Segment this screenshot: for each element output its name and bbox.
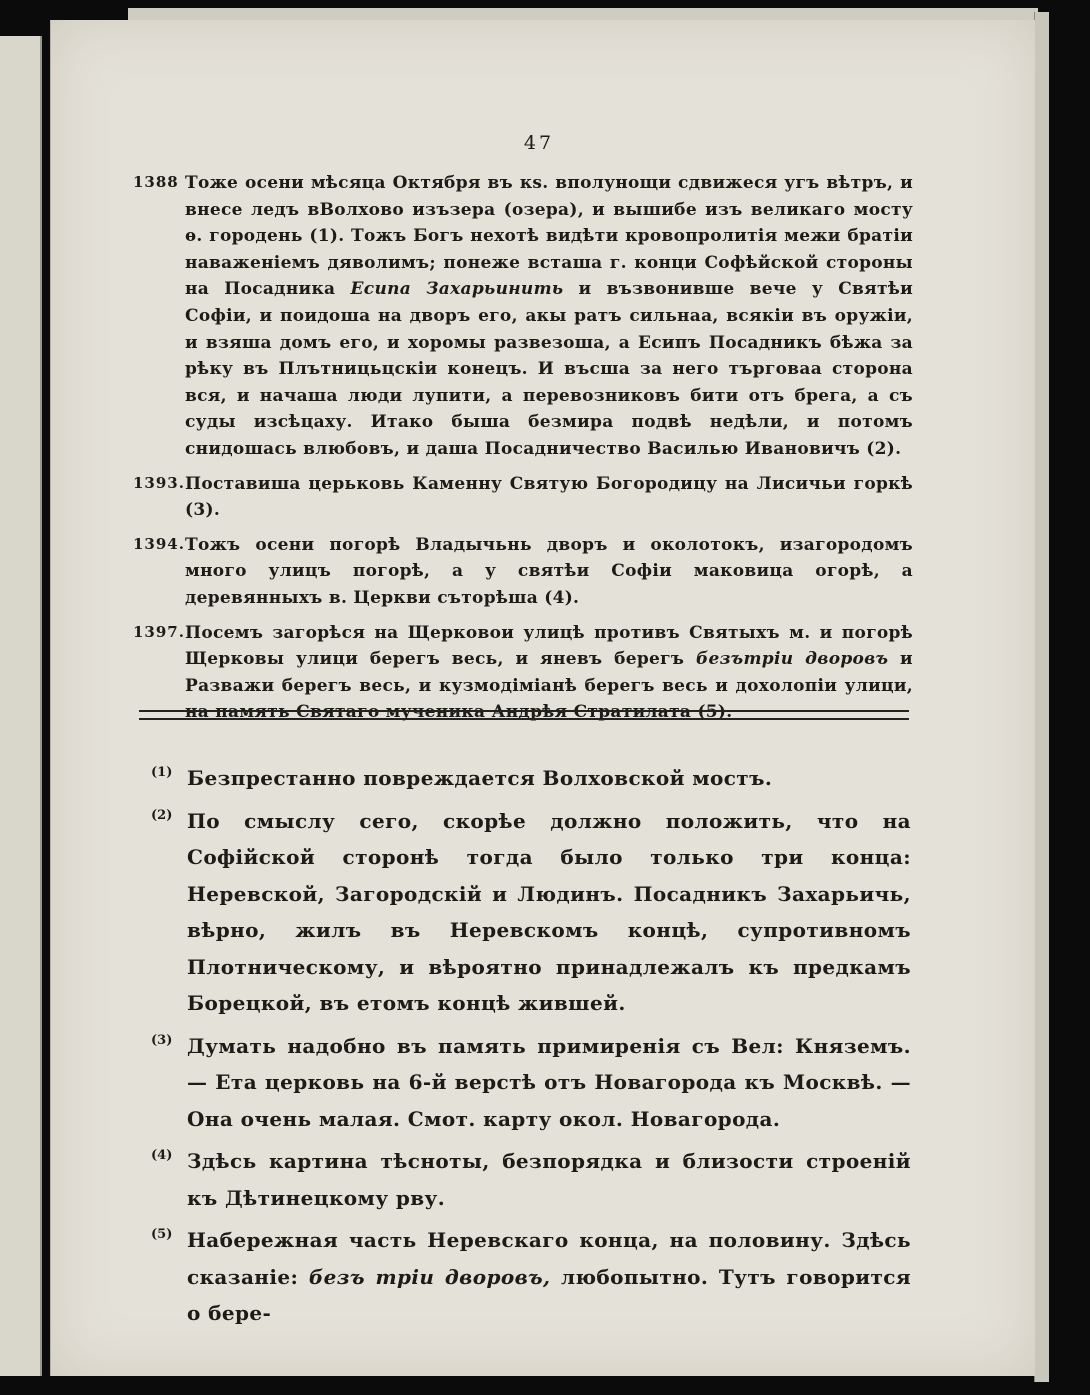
footnote (151, 1143, 911, 1216)
chronicle-entry (133, 170, 913, 463)
chronicle-entry (133, 471, 913, 524)
entry-year: 1393. (133, 473, 185, 492)
footnote-text: Безпрестанно повреждается Волховской мостъ. (187, 766, 773, 790)
page-number: 47 (523, 132, 555, 154)
footnote (151, 1028, 911, 1138)
previous-page-edge (0, 36, 42, 1376)
footnote-mark: (1) (151, 765, 173, 780)
footnote-mark: (3) (151, 1032, 173, 1048)
entry-year: 1394. (133, 534, 185, 553)
footnote-text: Здѣсь картина тѣсноты, безпорядка и близости строеній къ Дѣтинецкому рву. (187, 1149, 911, 1210)
footnotes (151, 760, 911, 1338)
footnote (151, 803, 911, 1022)
footnote-text: По смыслу сего, скорѣе должно положить, что на Софійской сторонѣ тогда было только три конца: Неревской, Загородскій и Людинъ. Посадникъ Захарьичь, вѣрно, жилъ въ Неревскомъ концѣ, супротивномъ Плотническому, и вѣроятно принадлежалъ къ предкамъ Борецкой, въ етомъ концѣ жившей. (187, 808, 911, 1015)
entry-year: 1397. (133, 622, 185, 641)
chronicle-entry (133, 532, 913, 612)
footnote-text: Набережная часть Неревскаго конца, на половину. Здѣсь сказаніе: безъ тріи дворовъ, любопытно. Тутъ говорится о бере- (187, 1228, 912, 1325)
book-page (50, 20, 1035, 1376)
footnote-mark: (5) (151, 1227, 173, 1242)
entry-text: Тоже осени мѣсяца Октября въ кs. вполунощи сдвижеся угъ вѣтръ, и внесе ледъ вВолхово изъзера (озера), и вышибе изъ великаго мосту ѳ. городень (1). Тожъ Богъ нехотѣ видѣти кровопролитія межи братiи наваженіемъ дяволимъ; понеже всташа г. конци Софѣйской стороны на Посадника Есипа Захарьинить и възвонивше вече у Святѣи Софіи, и поидоша на дворъ его, акы ратъ сильнаа, всякіи въ оружіи, и взяша домъ его, и хоромы развезоша, а Есипъ Посадникъ бѣжа за рѣку въ Плътницьцскіи конецъ. И въсша за него търговаа сторона вся, и начаша люди лупити, а перевозниковъ бити отъ брега, а съ суды изсѣцаху. Итако быша безмира подвѣ недѣли, и потомъ снидошась влюбовъ, и даша Посадничество Василью Ивановичъ (2). (185, 173, 913, 459)
entry-text: Посемъ загорѣся на Щерковои улицѣ противъ Святыхъ м. и погорѣ Щерковы улици берегъ весь, и яневъ берегъ безътріи дворовъ и Развaжи берегъ весь, и кузмодіміанѣ берегъ весь и дохолопіи улици, на память Святаго мученика Андрѣя Стратилата (5). (185, 622, 913, 723)
footnote-mark: (2) (151, 807, 173, 823)
entry-text: Тожъ осени погорѣ Владычьнь дворъ и околотокъ, изагородомъ много улицъ погорѣ, а у святѣи Софіи маковица огорѣ, а деревянныхъ в. Церкви съторѣша (4). (185, 534, 913, 608)
double-rule-divider (139, 710, 909, 720)
footnote-mark: (4) (151, 1148, 173, 1163)
footnote-text: Думать надобно въ память примиренія съ Вел: Княземъ. — Ета церковь на 6-й верстѣ отъ Новагорода къ Москвѣ. — Она очень малая. Смот. карту окол. Новагорода. (187, 1033, 911, 1131)
footnote (151, 1222, 911, 1332)
entry-year: 1388 (133, 173, 179, 191)
book-right-edge (1034, 12, 1049, 1382)
entry-text: Поставиша церьковь Каменну Святую Богородицу на Лисичьи горкѣ (3). (185, 473, 913, 521)
footnote (151, 760, 911, 797)
chronicle-entries (133, 170, 913, 734)
